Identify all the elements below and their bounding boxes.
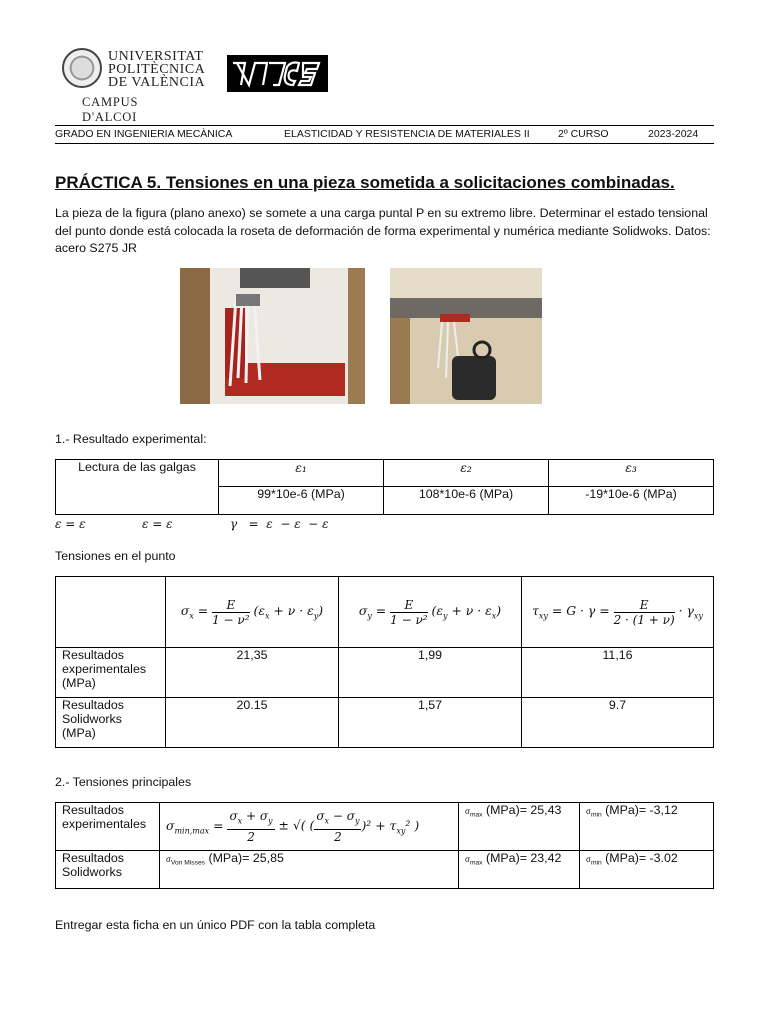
intro-paragraph: La pieza de la figura (plano anexo) se somete a una carga puntal P en su extremo libre. Determinar el estado tensional del punto donde está colocada la roseta de deformación de forma experimental y numérica mediante Solidwoks. Datos: acero S275 JR — [55, 206, 711, 255]
exp-tau-xy: 11,16 — [522, 648, 714, 698]
section2-heading: 2.- Tensiones principales — [55, 775, 192, 789]
stress-heading: Tensiones en el punto — [55, 549, 176, 563]
section1-heading: 1.- Resultado experimental: — [55, 432, 207, 446]
eps2-reading: 108*10e-6 (MPa) — [384, 487, 549, 515]
relation-ex: ε = ε — [55, 517, 86, 531]
eps3-reading: -19*10e-6 (MPa) — [549, 487, 714, 515]
eps2-header: ε₂ — [384, 460, 549, 487]
relation-ey: ε = ε — [142, 517, 173, 531]
upv-logo — [62, 46, 206, 124]
sw-sigma-y: 1,57 — [339, 698, 522, 748]
eps3-header: ε₃ — [549, 460, 714, 487]
sw-sigma-min: $\sigma_{min}$ (MPa)= -3.02 — [580, 851, 714, 889]
specimen-photo-2 — [390, 268, 542, 404]
upv-line-1: UNIVERSITAT — [108, 49, 204, 64]
upv-seal-icon — [62, 48, 102, 88]
sw-sigma-max: $\sigma_{max}$ (MPa)= 23,42 — [459, 851, 580, 889]
row-label-experimental: Resultados experimentales (MPa) — [56, 648, 166, 698]
footer-note: Entregar esta ficha en un único PDF con la tabla completa — [55, 918, 376, 932]
sw-sigma-x: 20.15 — [166, 698, 339, 748]
gauge-header: Lectura de las galgas — [56, 460, 219, 515]
principal-row-label-solidworks: Resultados Solidworks — [56, 851, 160, 889]
table-row — [56, 648, 714, 698]
exp-sigma-x: 21,35 — [166, 648, 339, 698]
exp-sigma-y: 1,99 — [339, 648, 522, 698]
principal-formula: $\sigma_{min,max}$ = $\frac{\sigma_x + \sigma_y}{2}$ ± √( ( $\frac{\sigma_x - \sigma_y}{2}$ )$^2 + \tau_{xy}^2$ ) — [160, 803, 459, 851]
stress-corner-cell — [56, 577, 166, 648]
header-year: 2023-2024 — [648, 128, 699, 140]
upv-line-2: POLITÈCNICA — [108, 62, 206, 77]
header-rule-top — [55, 125, 714, 126]
exp-sigma-min: $\sigma_{min}$ (MPa)= -3,12 — [580, 803, 714, 851]
sigma-x-formula: $\sigma_x$ = $\frac{E}{\text{1 − ν²}}$ $(\varepsilon_x + \nu \cdot \varepsilon_y)$ — [166, 577, 339, 648]
stress-table — [55, 576, 714, 748]
tau-xy-formula: $\tau_{xy} = G \cdot \gamma$ = $\frac{E}{2 \cdot (1 + \nu)}$ · $\gamma_{xy}$ — [522, 577, 714, 648]
header-rule-bottom — [55, 143, 714, 144]
header-course: 2º CURSO — [558, 128, 609, 140]
upv-campus: CAMPUS D'ALCOI — [82, 95, 139, 124]
row-label-solidworks: Resultados Solidworks (MPa) — [56, 698, 166, 748]
page-title: PRÁCTICA 5. Tensiones en una pieza sometida a solicitaciones combinadas. — [55, 173, 675, 192]
relation-gxy: γ = ε − ε − ε — [230, 517, 329, 531]
principal-row-label-experimental: Resultados experimentales — [56, 803, 160, 851]
table-row — [56, 803, 714, 851]
gauge-readings-table — [55, 459, 714, 515]
sigma-y-formula: $\sigma_y$ = $\frac{E}{\text{1 − ν²}}$ $(\varepsilon_y + \nu \cdot \varepsilon_x)$ — [339, 577, 522, 648]
eps1-reading: 99*10e-6 (MPa) — [219, 487, 384, 515]
upv-name — [108, 50, 205, 89]
eps1-header: ε₁ — [219, 460, 384, 487]
table-row — [56, 698, 714, 748]
header-subject: ELASTICIDAD Y RESISTENCIA DE MATERIALES II — [284, 128, 530, 140]
header-degree: GRADO EN INGENIERIA MECÀNICA — [55, 128, 233, 140]
exp-sigma-max: $\sigma_{max}$ (MPa)= 25,43 — [459, 803, 580, 851]
specimen-photo-1 — [180, 268, 365, 404]
principal-stress-table — [55, 802, 714, 889]
table-row — [56, 851, 714, 889]
sw-von-mises: $\sigma_{Von Misses}$ (MPa)= 25,85 — [160, 851, 459, 889]
upv-line-3: DE VALÈNCIA — [108, 75, 206, 90]
sw-tau-xy: 9.7 — [522, 698, 714, 748]
department-logo — [227, 55, 328, 92]
